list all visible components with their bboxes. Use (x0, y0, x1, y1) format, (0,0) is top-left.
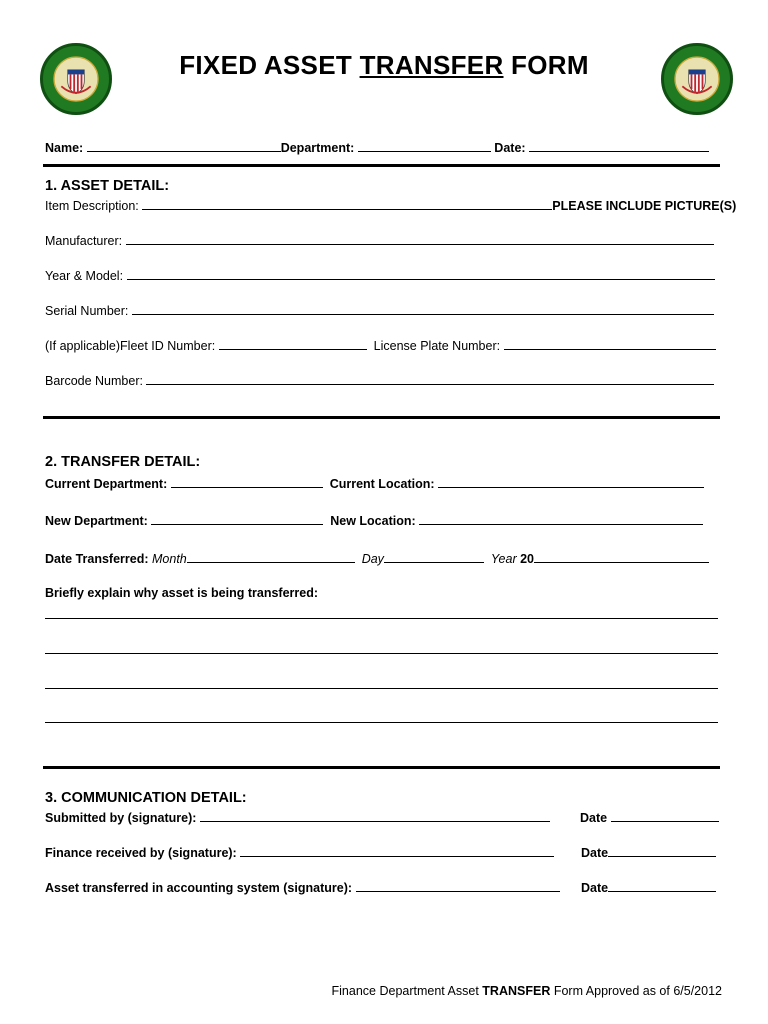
title-underlined: TRANSFER (359, 50, 504, 80)
submitted-by-label: Submitted by (signature): (45, 811, 197, 825)
serial-field[interactable] (132, 302, 714, 315)
asset-transferred-field[interactable] (356, 879, 560, 892)
section-transfer-heading: 2. TRANSFER DETAIL: (45, 454, 201, 470)
accounting-date-field[interactable] (608, 879, 716, 892)
manufacturer-row (45, 232, 714, 248)
year-model-label: Year & Model: (45, 269, 124, 283)
new-department-label: New Department: (45, 514, 148, 528)
explain-line-4[interactable] (45, 722, 718, 723)
new-row (45, 512, 703, 528)
new-location-field[interactable] (419, 512, 703, 525)
section-asset-heading: 1. ASSET DETAIL: (45, 178, 170, 194)
explain-label: Briefly explain why asset is being transferred: (45, 586, 319, 600)
license-plate-field[interactable] (504, 337, 716, 350)
date-transferred-label: Date Transferred: (45, 552, 149, 566)
submitted-date (580, 809, 719, 825)
date-label: Date (581, 881, 609, 895)
explain-line-1[interactable] (45, 618, 718, 619)
new-location-label: New Location: (330, 514, 416, 528)
new-department-field[interactable] (151, 512, 323, 525)
submitted-by-field[interactable] (200, 809, 550, 822)
license-plate-label: License Plate Number: (373, 339, 501, 353)
date-label: Date (580, 811, 608, 825)
submitted-row (45, 809, 550, 825)
barcode-row (45, 372, 714, 388)
current-location-label: Current Location: (329, 477, 435, 491)
accounting-date (581, 879, 716, 895)
date-transferred-row (45, 550, 709, 566)
date-field[interactable] (529, 139, 709, 152)
year-prefix: 20 (520, 552, 534, 566)
year-model-row (45, 267, 715, 283)
department-field[interactable] (358, 139, 491, 152)
year-field[interactable] (534, 550, 709, 563)
finance-date-field[interactable] (608, 844, 716, 857)
day-field[interactable] (384, 550, 484, 563)
title-part-2: FORM (503, 50, 589, 80)
current-location-field[interactable] (438, 475, 704, 488)
department-label: Department: (280, 141, 355, 155)
picture-note: PLEASE INCLUDE PICTURE(S) (552, 199, 737, 213)
year-label: Year (490, 552, 517, 566)
serial-label: Serial Number: (45, 304, 129, 318)
item-description-field[interactable] (142, 197, 552, 210)
footer-suffix: Form Approved as of 6/5/2012 (550, 984, 722, 998)
divider (43, 164, 720, 167)
name-field[interactable] (87, 139, 281, 152)
footer-bold: TRANSFER (482, 984, 551, 998)
manufacturer-field[interactable] (126, 232, 714, 245)
divider (43, 416, 720, 419)
item-description-label: Item Description: (45, 199, 139, 213)
submitted-date-field[interactable] (611, 809, 719, 822)
barcode-field[interactable] (146, 372, 714, 385)
fleet-id-field[interactable] (219, 337, 367, 350)
form-title (0, 50, 768, 81)
barcode-label: Barcode Number: (45, 374, 143, 388)
footer-prefix: Finance Department Asset (331, 984, 483, 998)
fleet-id-label: (If applicable)Fleet ID Number: (45, 339, 216, 353)
title-part-1: FIXED ASSET (179, 50, 360, 80)
current-department-label: Current Department: (45, 477, 168, 491)
day-label: Day (361, 552, 384, 566)
footer-note (332, 984, 722, 998)
explain-line-2[interactable] (45, 653, 718, 654)
explain-line-3[interactable] (45, 688, 718, 689)
section-communication-heading: 3. COMMUNICATION DETAIL: (45, 790, 247, 806)
date-label: Date (581, 846, 609, 860)
month-label: Month (152, 552, 187, 566)
current-row (45, 475, 704, 491)
fleet-license-row (45, 337, 716, 353)
month-field[interactable] (187, 550, 355, 563)
finance-row (45, 844, 554, 860)
item-description-row (45, 197, 736, 213)
finance-date (581, 844, 716, 860)
date-label: Date: (494, 141, 526, 155)
current-department-field[interactable] (171, 475, 323, 488)
manufacturer-label: Manufacturer: (45, 234, 123, 248)
year-model-field[interactable] (127, 267, 715, 280)
accounting-row (45, 879, 560, 895)
asset-transferred-label: Asset transferred in accounting system (signature): (45, 881, 353, 895)
divider (43, 766, 720, 769)
name-label: Name: (45, 141, 84, 155)
finance-received-field[interactable] (240, 844, 554, 857)
serial-row (45, 302, 714, 318)
finance-received-label: Finance received by (signature): (45, 846, 237, 860)
header-row (45, 139, 709, 155)
